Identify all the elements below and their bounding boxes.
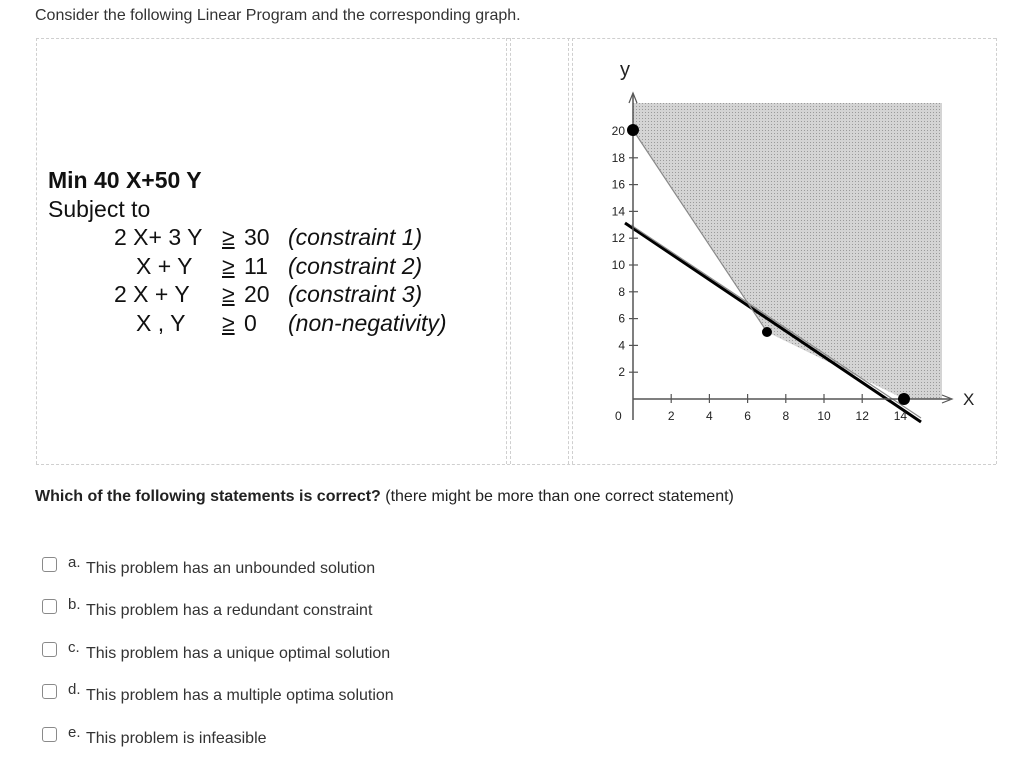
constraint-tag: (non-negativity)	[288, 309, 447, 336]
constraint-tag: (constraint 2)	[288, 252, 423, 279]
y-tick-label: 20	[611, 124, 625, 138]
option-letter: e.	[68, 724, 81, 741]
constraint-lhs: 2 X + Y	[114, 281, 190, 307]
x-tick-label: 4	[706, 409, 713, 423]
checkbox-a[interactable]	[42, 557, 57, 572]
constraint-2	[48, 252, 423, 281]
checkbox-c[interactable]	[42, 642, 57, 657]
x-tick-label: 6	[744, 409, 751, 423]
y-axis-label: y	[620, 59, 630, 81]
question-bold: Which of the following statements is correct?	[35, 488, 381, 505]
constraint-nonneg	[48, 309, 447, 338]
y-tick-label: 6	[618, 311, 625, 326]
y-tick-label: 16	[611, 177, 625, 192]
constraint-lhs: X , Y	[136, 309, 186, 336]
objective-function: Min 40 X+50 Y	[48, 167, 202, 193]
constraint-1	[48, 223, 423, 252]
x-tick-label: 8	[782, 409, 790, 423]
question-rest: (there might be more than one correct statement)	[380, 488, 734, 505]
y-tick-marks	[612, 124, 638, 379]
constraint-3	[48, 280, 423, 309]
geq-symbol: ≥	[222, 281, 235, 307]
corner-point-mid	[762, 327, 772, 337]
option-letter: b.	[68, 596, 81, 613]
option-text[interactable]: This problem has a redundant constraint	[86, 602, 373, 619]
checkbox-b[interactable]	[42, 599, 57, 614]
constraint-lhs: X + Y	[136, 252, 193, 279]
constraint-tag: (constraint 3)	[288, 281, 423, 307]
constraint-rhs: 11	[244, 252, 268, 279]
checkbox-d[interactable]	[42, 684, 57, 699]
lp-graph	[585, 55, 985, 435]
constraint-lhs: 2 X+ 3 Y	[114, 224, 203, 250]
checkbox-e[interactable]	[42, 727, 57, 742]
intro-text: Consider the following Linear Program and the corresponding graph.	[35, 7, 521, 24]
subject-to-label: Subject to	[48, 195, 151, 222]
y-tick-label: 18	[611, 150, 625, 165]
question-text	[35, 488, 734, 506]
constraint-tag: (constraint 1)	[288, 224, 423, 250]
y-tick-label: 14	[611, 204, 625, 219]
y-tick-label: 2	[618, 365, 625, 380]
option-letter: d.	[68, 681, 81, 698]
x-tick-label: 10	[817, 409, 831, 423]
y-tick-label: 10	[611, 258, 625, 272]
geq-symbol: ≥	[222, 252, 235, 279]
corner-point-x15	[898, 393, 910, 405]
y-tick-label: 4	[618, 338, 625, 353]
option-text[interactable]: This problem has an unbounded solution	[86, 560, 376, 577]
x-tick-label: 12	[855, 409, 869, 423]
option-text[interactable]: This problem has a unique optimal solution	[86, 645, 391, 662]
geq-symbol: ≥	[222, 309, 235, 336]
y-tick-label: 12	[611, 231, 625, 246]
x-tick-label: 14	[893, 409, 908, 423]
option-letter: c.	[68, 639, 80, 656]
option-text[interactable]: This problem has a multiple optima solution	[86, 687, 394, 704]
option-letter: a.	[68, 554, 81, 571]
x-tick-label: 2	[667, 409, 675, 423]
y-tick-label: 8	[618, 284, 625, 299]
geq-symbol: ≥	[222, 224, 235, 250]
option-text[interactable]: This problem is infeasible	[86, 730, 267, 747]
linear-program	[48, 166, 447, 337]
constraint-rhs: 20	[244, 281, 270, 307]
feasible-region	[633, 103, 942, 399]
constraint-rhs: 30	[244, 224, 270, 250]
constraint-rhs: 0	[244, 309, 257, 336]
corner-point-y20	[627, 124, 639, 136]
origin-label: 0	[615, 409, 622, 423]
x-axis-label: X	[963, 390, 975, 409]
